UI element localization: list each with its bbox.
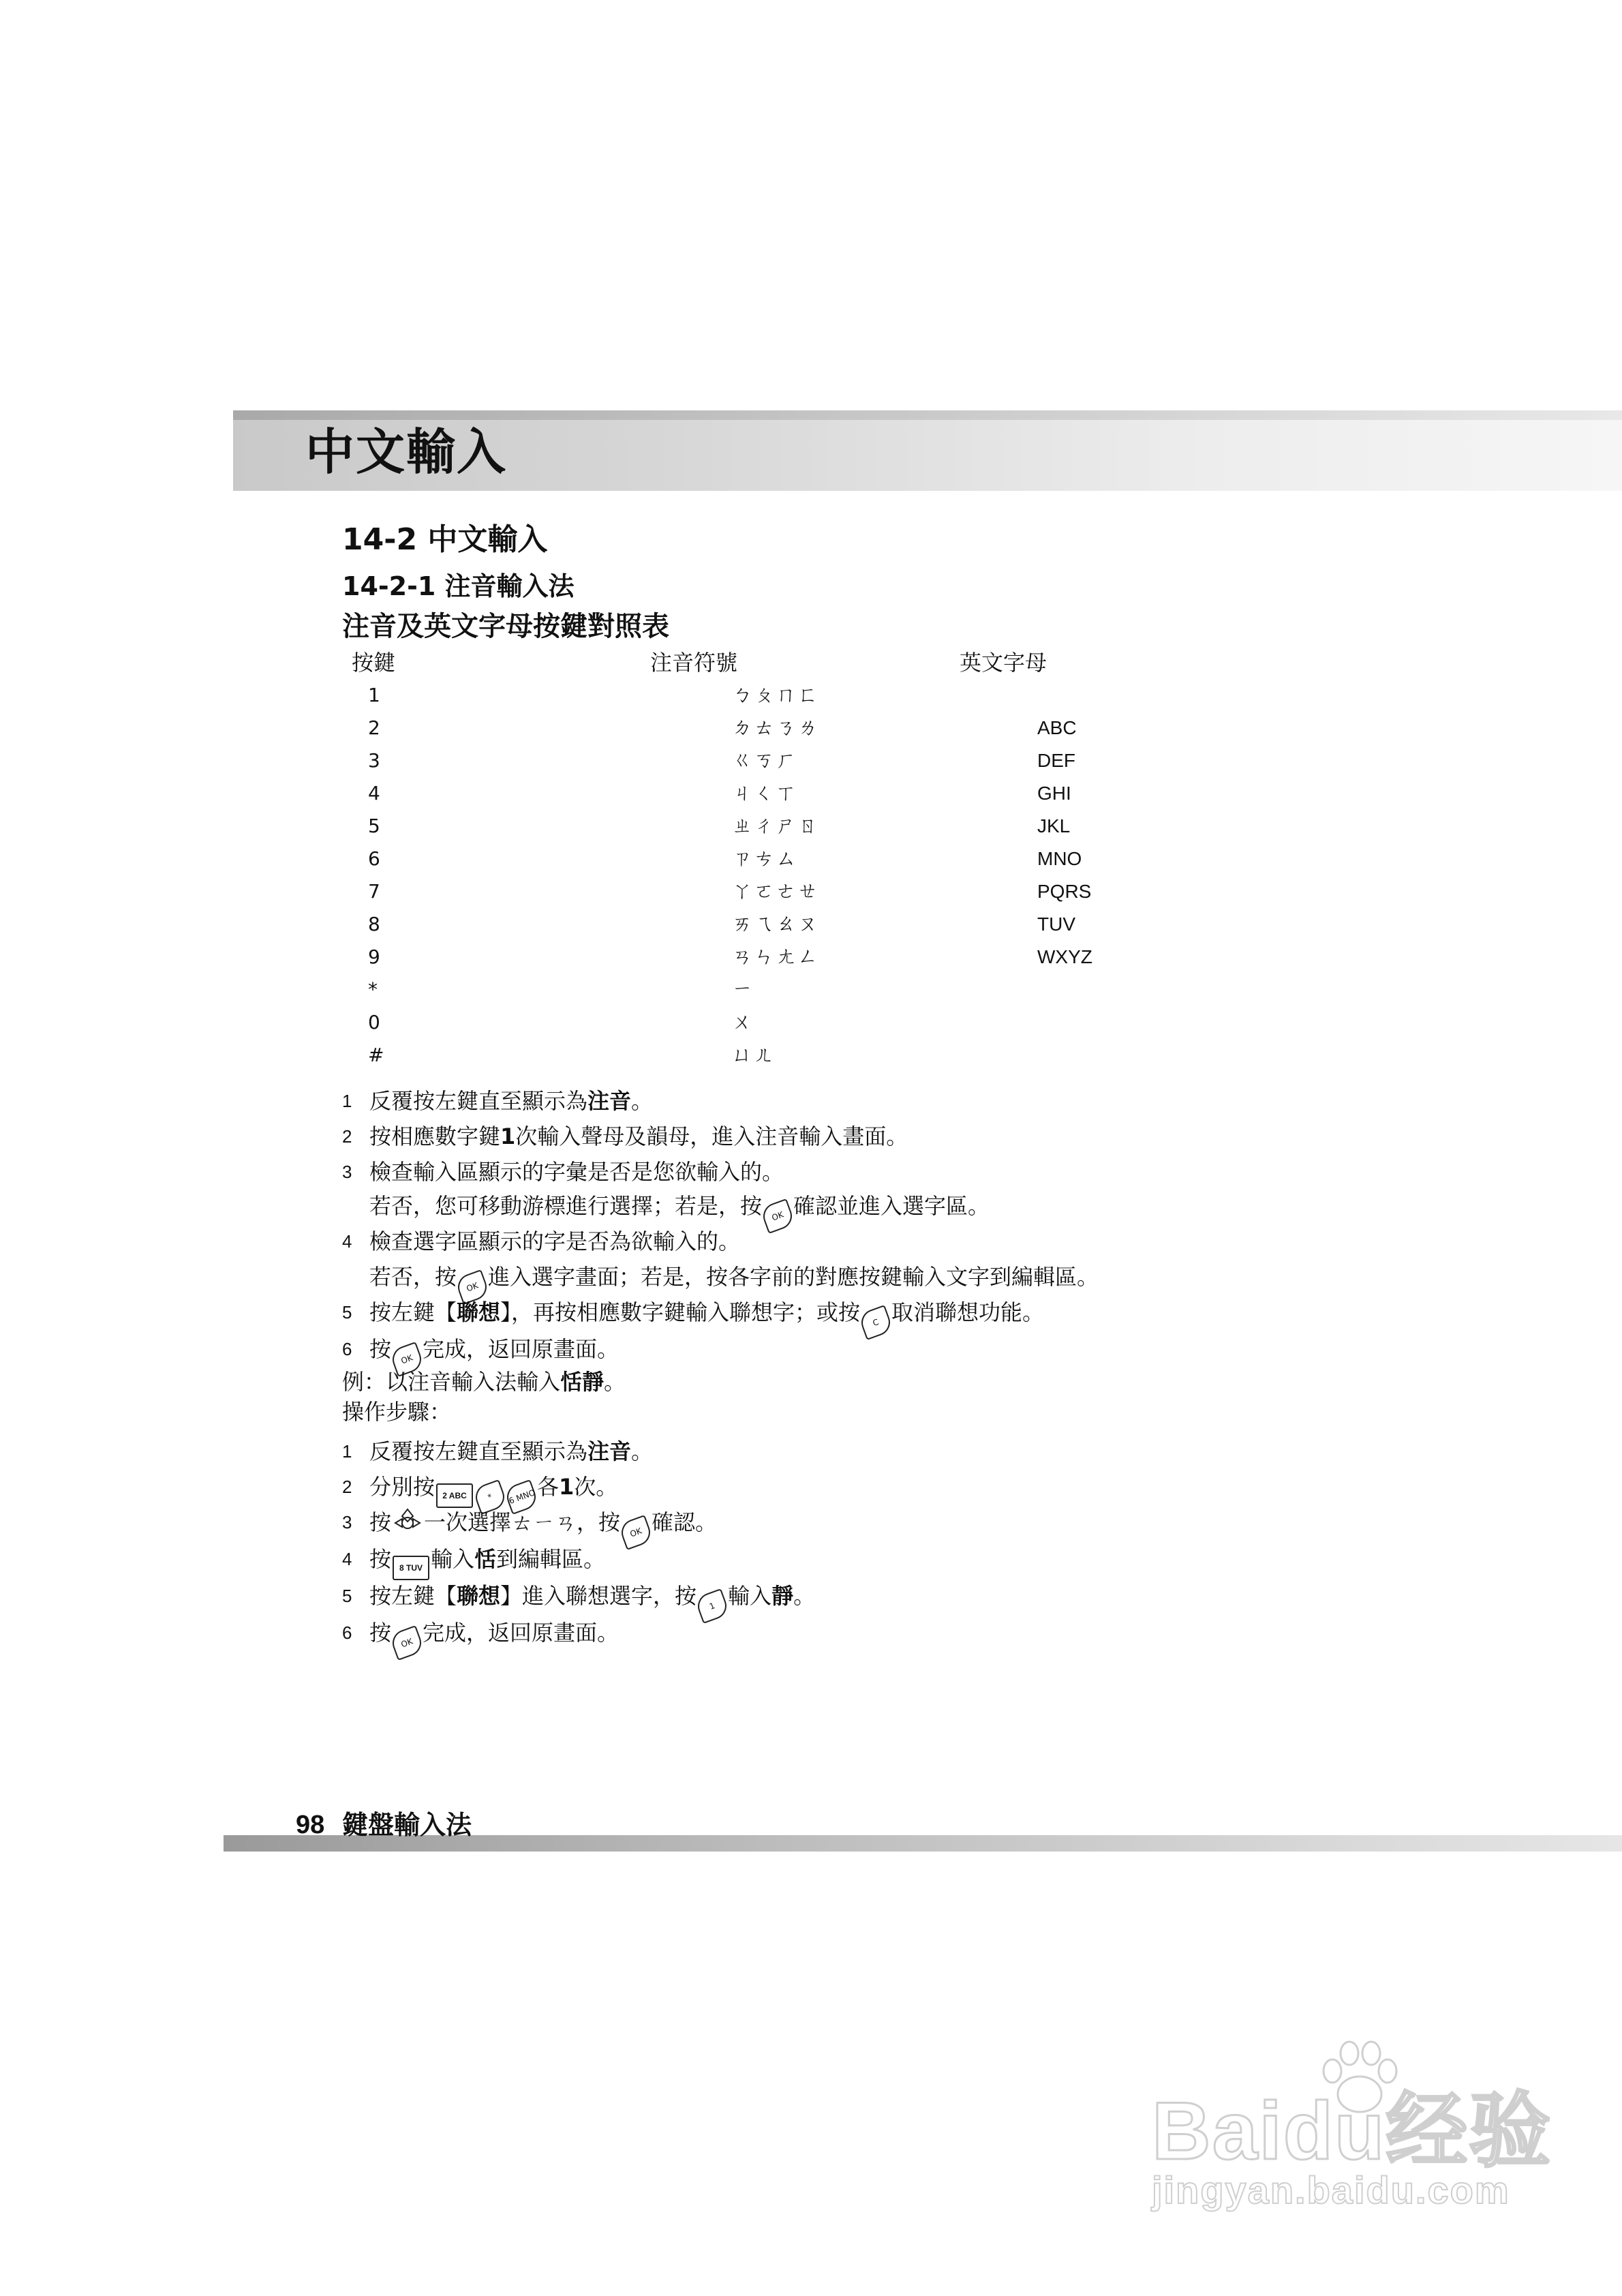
step-number: 1 bbox=[342, 1091, 352, 1111]
step-text-bold: 恬 bbox=[474, 1546, 497, 1572]
step-text-part: 反覆按左鍵直至顯示為 bbox=[369, 1438, 588, 1464]
step-text-bold: 1 bbox=[500, 1123, 516, 1149]
ok-key-icon: OK bbox=[388, 1342, 425, 1377]
table-row bbox=[0, 942, 1622, 975]
key-8-icon: 8 TUV bbox=[393, 1556, 429, 1580]
table-title: 注音及英文字母按鍵對照表 bbox=[342, 611, 669, 642]
step-text-part: 確認並進入選字區。 bbox=[793, 1193, 990, 1219]
row-zhuyin: ㄍㄎㄏ bbox=[732, 749, 797, 772]
step-text-bold: 注音 bbox=[587, 1088, 632, 1114]
step-text-part: 。 bbox=[631, 1438, 654, 1464]
row-zhuyin: ㄗㄘㄙ bbox=[732, 847, 797, 871]
step-text-part: 進入選字畫面；若是，按各字前的對應按鍵輸入文字到編輯區。 bbox=[488, 1264, 1099, 1290]
row-alphabet: JKL bbox=[1037, 815, 1071, 836]
step-text bbox=[369, 1471, 617, 1511]
ok-key-icon: OK bbox=[454, 1269, 490, 1305]
example-line bbox=[342, 1366, 626, 1398]
step-text-part: 輸入 bbox=[728, 1583, 772, 1609]
row-alphabet: DEF bbox=[1037, 750, 1075, 771]
step-text-part: 若否，按 bbox=[369, 1264, 457, 1290]
step-text-part: 】，再按相應數字鍵輸入聯想字；或按 bbox=[500, 1299, 861, 1325]
step-number: 1 bbox=[342, 1441, 352, 1462]
step-number: 6 bbox=[342, 1622, 352, 1643]
nav-key-icon bbox=[393, 1508, 423, 1535]
step-text-part: 次。 bbox=[574, 1474, 618, 1500]
step-number: 6 bbox=[342, 1339, 352, 1359]
step-text-part: 到編輯區。 bbox=[496, 1546, 606, 1572]
row-zhuyin: ㄩㄦ bbox=[732, 1043, 776, 1067]
row-zhuyin: ㄢㄣㄤㄥ bbox=[732, 945, 819, 969]
row-zhuyin: ㄉㄊㄋㄌ bbox=[732, 716, 819, 740]
row-key: 9 bbox=[368, 946, 380, 968]
step-text: 檢查選字區顯示的字是否為欲輸入的。 bbox=[369, 1228, 741, 1254]
star-key-icon: * bbox=[472, 1479, 508, 1515]
step-text bbox=[369, 1085, 653, 1117]
row-zhuyin: ㄨ bbox=[732, 1010, 754, 1034]
row-key: 1 bbox=[368, 684, 380, 706]
step-text-part: 一次選擇ㄊㄧㄢ，按 bbox=[424, 1509, 621, 1535]
table-row bbox=[0, 844, 1622, 877]
ok-key-icon: OK bbox=[617, 1515, 654, 1550]
table-row bbox=[0, 909, 1622, 942]
table-header-key: 按鍵 bbox=[352, 650, 396, 676]
table-row bbox=[0, 1008, 1622, 1040]
step-text-bold: 1 bbox=[559, 1474, 575, 1500]
example-word: 恬靜 bbox=[560, 1369, 605, 1395]
step-text bbox=[369, 1580, 815, 1620]
example-suffix: 。 bbox=[604, 1369, 626, 1395]
step-text-part: 完成，返回原畫面。 bbox=[423, 1620, 619, 1646]
clear-key-icon: C bbox=[857, 1305, 893, 1340]
step-text bbox=[369, 1121, 908, 1152]
step-text: 檢查輸入區顯示的字彙是否是您欲輸入的。 bbox=[369, 1159, 784, 1185]
row-key: 5 bbox=[368, 815, 380, 837]
row-zhuyin: ㄓㄔㄕㄖ bbox=[732, 814, 819, 838]
table-row bbox=[0, 877, 1622, 909]
step-text-part: 完成，返回原畫面。 bbox=[423, 1336, 619, 1362]
baidu-watermark bbox=[1145, 2038, 1567, 2216]
row-key: 7 bbox=[368, 880, 380, 903]
step-text-part: 按左鍵【 bbox=[369, 1299, 457, 1325]
step-text-part: 分別按 bbox=[369, 1474, 435, 1500]
table-row bbox=[0, 713, 1622, 746]
row-zhuyin: ㄅㄆㄇㄈ bbox=[732, 683, 819, 707]
procedure-label: 操作步驟： bbox=[342, 1399, 452, 1425]
step-number: 2 bbox=[342, 1126, 352, 1147]
row-key: * bbox=[368, 978, 378, 1001]
watermark-brand: Baidu经验 bbox=[1152, 2085, 1552, 2177]
row-key: 2 bbox=[368, 716, 380, 739]
step-text bbox=[369, 1617, 619, 1657]
step-text-part: 次輸入聲母及韻母，進入注音輸入畫面。 bbox=[515, 1123, 908, 1149]
step-number: 2 bbox=[342, 1477, 352, 1497]
table-header-alphabet: 英文字母 bbox=[960, 650, 1047, 676]
step-text-part: 確認。 bbox=[652, 1509, 718, 1535]
row-alphabet: WXYZ bbox=[1037, 946, 1092, 967]
step-text-part: 按 bbox=[369, 1336, 392, 1362]
step-text-part: 。 bbox=[793, 1583, 816, 1609]
step-text-part: 。 bbox=[631, 1088, 654, 1114]
step-text-part: 輸入 bbox=[431, 1546, 475, 1572]
step-text-part: 取消聯想功能。 bbox=[891, 1299, 1045, 1325]
step-text-part: 按 bbox=[369, 1546, 392, 1572]
table-row bbox=[0, 680, 1622, 713]
step-number: 3 bbox=[342, 1162, 352, 1182]
key-1-icon: 1 bbox=[694, 1588, 730, 1624]
row-zhuyin: ㄧ bbox=[732, 978, 754, 1001]
footer-label: 鍵盤輸入法 bbox=[342, 1810, 472, 1840]
row-key: 4 bbox=[368, 782, 380, 804]
step-text-part: 反覆按左鍵直至顯示為 bbox=[369, 1088, 588, 1114]
row-zhuyin: ㄐㄑㄒ bbox=[732, 781, 797, 805]
step-text bbox=[369, 1507, 717, 1546]
step-number: 4 bbox=[342, 1549, 352, 1569]
table-header-zhuyin: 注音符號 bbox=[650, 650, 738, 676]
row-key: 8 bbox=[368, 913, 380, 935]
row-alphabet: MNO bbox=[1037, 848, 1082, 869]
step-number: 3 bbox=[342, 1512, 352, 1532]
row-zhuyin: ㄞㄟㄠㄡ bbox=[732, 912, 819, 936]
step-text-part: 按左鍵【 bbox=[369, 1583, 457, 1609]
step-text-part: 若否，您可移動游標進行選擇；若是，按 bbox=[369, 1193, 763, 1219]
step-text bbox=[369, 1297, 1044, 1336]
step-text-bold: 聯想 bbox=[457, 1299, 501, 1325]
table-row bbox=[0, 975, 1622, 1008]
step-text-part: 按 bbox=[369, 1620, 392, 1646]
subsection-title: 14-2-1 注音輸入法 bbox=[342, 571, 575, 601]
page-number: 98 bbox=[296, 1811, 325, 1839]
step-text-continued bbox=[369, 1261, 1099, 1301]
step-text-part: 】進入聯想選字，按 bbox=[500, 1583, 697, 1609]
watermark-url: jingyan.baidu.com bbox=[1152, 2169, 1510, 2211]
table-row bbox=[0, 1040, 1622, 1073]
step-text-bold: 靜 bbox=[771, 1583, 794, 1609]
step-number: 4 bbox=[342, 1231, 352, 1252]
example-prefix: 例：以注音輸入法輸入 bbox=[342, 1369, 561, 1395]
table-row bbox=[0, 746, 1622, 779]
step-number: 5 bbox=[342, 1302, 352, 1323]
chapter-title: 中文輸入 bbox=[305, 423, 508, 481]
ok-key-icon: OK bbox=[759, 1198, 795, 1234]
table-row bbox=[0, 811, 1622, 844]
step-text bbox=[369, 1543, 605, 1580]
ok-key-icon: OK bbox=[388, 1625, 425, 1661]
step-number: 5 bbox=[342, 1586, 352, 1606]
row-key: # bbox=[368, 1044, 384, 1066]
row-alphabet: TUV bbox=[1037, 913, 1075, 935]
step-text-bold: 注音 bbox=[587, 1438, 632, 1464]
row-zhuyin: ㄚㄛㄜㄝ bbox=[732, 879, 819, 903]
step-text bbox=[369, 1436, 653, 1467]
table-row bbox=[0, 779, 1622, 811]
key-6-icon: 6 MNO bbox=[503, 1479, 539, 1515]
row-alphabet: PQRS bbox=[1037, 881, 1092, 902]
step-text-part: 按 bbox=[369, 1509, 392, 1535]
step-text-part: 各 bbox=[537, 1474, 560, 1500]
row-alphabet: ABC bbox=[1037, 717, 1077, 738]
row-key: 3 bbox=[368, 749, 380, 772]
section-title: 14-2 中文輸入 bbox=[342, 522, 548, 557]
step-text-part: 按相應數字鍵 bbox=[369, 1123, 501, 1149]
step-text-continued bbox=[369, 1190, 990, 1230]
row-key: 0 bbox=[368, 1011, 380, 1033]
key-2-icon: 2 ABC bbox=[436, 1483, 473, 1508]
row-key: 6 bbox=[368, 847, 380, 870]
step-text-bold: 聯想 bbox=[457, 1583, 501, 1609]
row-alphabet: GHI bbox=[1037, 783, 1071, 804]
